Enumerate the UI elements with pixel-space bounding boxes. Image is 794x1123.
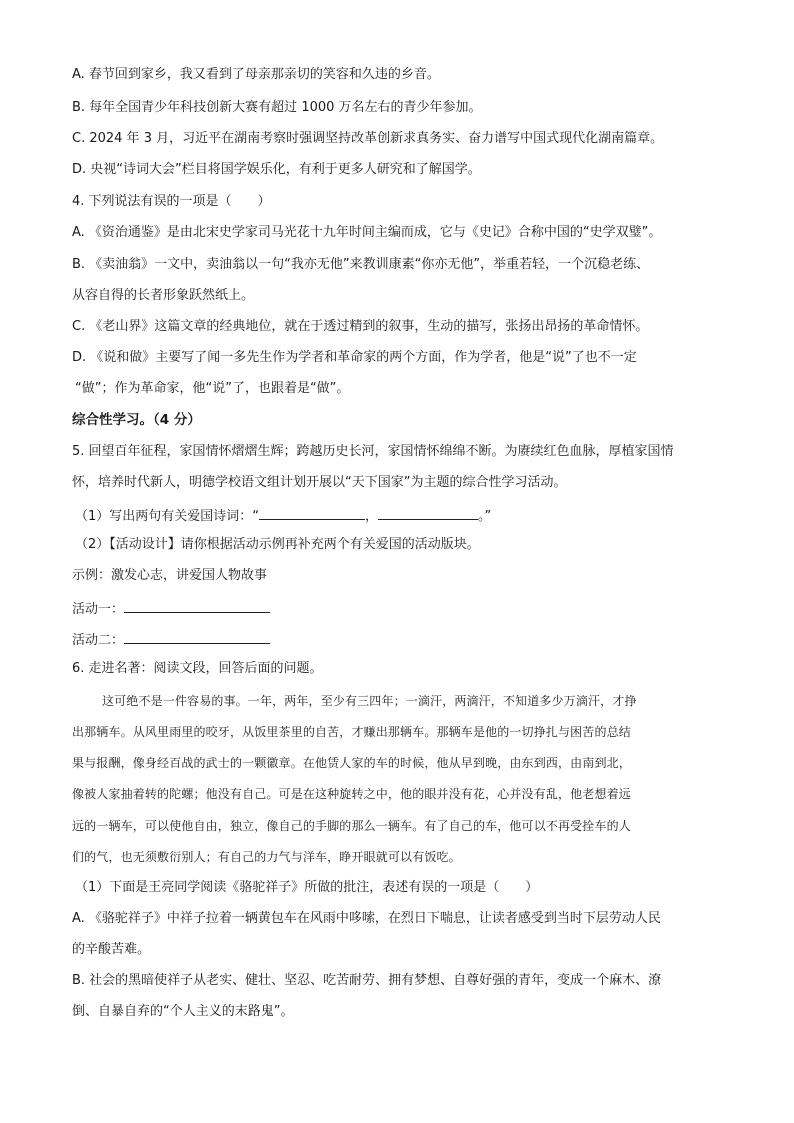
q4-option-d-line2: “做”；作为革命家，他“说”了，也跟着是“做”。 — [75, 381, 350, 396]
q6-sub1: （1）下面是王亮同学阅读《骆驼祥子》所做的批注，表述有误的一项是（ ） — [75, 880, 539, 895]
q5-stem-line2: 怀，培养时代新人，明德学校语文组计划开展以“天下国家”为主题的综合性学习活动。 — [72, 475, 567, 490]
q5-example: 示例：激发心志，讲爱国人物故事 — [72, 568, 268, 583]
passage-line-3: 果与报酬，像身经百战的武士的一颗徽章。在他赁人家的车的时候，他从早到晚，由东到西，由南到北， — [72, 756, 631, 770]
q5-sub2: （2）【活动设计】请你根据活动示例再补充两个有关爱国的活动版块。 — [75, 537, 480, 552]
poem-blank-1[interactable] — [259, 505, 365, 520]
passage-line-4: 像被人家抽着转的陀螺；他没有自己。可是在这种旋转之中，他的眼并没有花，心并没有乱，他老想着远 — [72, 787, 631, 801]
activity1-label: 活动一： — [72, 602, 125, 617]
q6-stem: 6. 走进名著：阅读文段，回答后面的问题。 — [72, 661, 323, 676]
section-title: 综合性学习。（4 分） — [72, 412, 201, 428]
q6-option-b-line2: 倒、自暴自弃的“个人主义的末路鬼”。 — [72, 1004, 294, 1019]
q4-option-b-line2: 从容自得的长者形象跃然纸上。 — [72, 288, 255, 303]
passage-line-6: 们的气，也无须敷衍别人；有自己的力气与洋车，睁开眼就可以有饭吃。 — [72, 850, 461, 864]
q3-option-b: B. 每年全国青少年科技创新大赛有超过 1000 万名左右的青少年参加。 — [72, 100, 482, 115]
q5-sub1-prefix: （1）写出两句有关爱国诗词：“ — [75, 509, 260, 524]
q5-sub1-suffix: 。” — [478, 509, 492, 524]
q5-stem-line1: 5. 回望百年征程，家国情怀熠熠生辉；跨越历史长河，家国情怀绵绵不断。为赓续红色血脉，厚植家国情 — [72, 444, 674, 459]
q4-option-b-line1: B. 《卖油翁》一文中，卖油翁以一句“我亦无他”来教训康素“你亦无他”，举重若轻，一个沉稳老练、 — [72, 257, 650, 272]
passage-line-5: 远的一辆车，可以使他自由，独立，像自己的手脚的那么一辆车。有了自己的车，他可以不再受拴车的人 — [72, 819, 631, 833]
passage-line-1: 这可绝不是一件容易的事。一年，两年，至少有三四年；一滴汗，两滴汗，不知道多少万滴汗，才挣 — [102, 694, 637, 708]
q5-sub1 — [75, 505, 491, 526]
q5-sub1-mid: ， — [365, 509, 379, 524]
q3-option-a: A. 春节回到家乡，我又看到了母亲那亲切的笑容和久违的乡音。 — [72, 67, 440, 82]
q4-option-d-line1: D. 《说和做》主要写了闻一多先生作为学者和革命家的两个方面，作为学者，他是“说”了也不一定 — [72, 350, 637, 365]
q6-option-a-line2: 的辛酸苦难。 — [72, 942, 151, 957]
q5-activity2 — [72, 629, 270, 650]
q4-stem: 4. 下列说法有误的一项是（ ） — [72, 194, 271, 209]
activity2-label: 活动二： — [72, 633, 125, 648]
poem-blank-2[interactable] — [378, 505, 478, 520]
activity1-blank[interactable] — [124, 598, 270, 613]
q6-option-b-line1: B. 社会的黑暗使祥子从老实、健壮、坚忍、吃苦耐劳、拥有梦想、自尊好强的青年，变成一个麻木、潦 — [72, 973, 662, 988]
q4-option-c: C. 《老山界》这篇文章的经典地位，就在于透过精到的叙事，生动的描写，张扬出昂扬的革命情怀。 — [72, 319, 649, 334]
q5-activity1 — [72, 598, 270, 619]
passage-line-2: 出那辆车。从风里雨里的咬牙，从饭里茶里的自苦，才赚出那辆车。那辆车是他的一切挣扎与困苦的总结 — [72, 725, 631, 739]
q6-option-a-line1: A. 《骆驼祥子》中祥子拉着一辆黄包车在风雨中哆嗦，在烈日下喘息，让读者感受到当时下层劳动人民 — [72, 911, 661, 926]
q3-option-d: D. 央视“诗词大会”栏目将国学娱乐化，有利于更多人研究和了解国学。 — [72, 162, 481, 177]
q3-option-c: C. 2024 年 3 月，习近平在湖南考察时强调坚持改革创新求真务实、奋力谱写中国式现代化湖南篇章。 — [72, 131, 664, 146]
q4-option-a: A. 《资治通鉴》是由北宋史学家司马光花十九年时间主编而成，它与《史记》合称中国的“史学双璧”。 — [72, 225, 662, 240]
activity2-blank[interactable] — [124, 629, 270, 644]
